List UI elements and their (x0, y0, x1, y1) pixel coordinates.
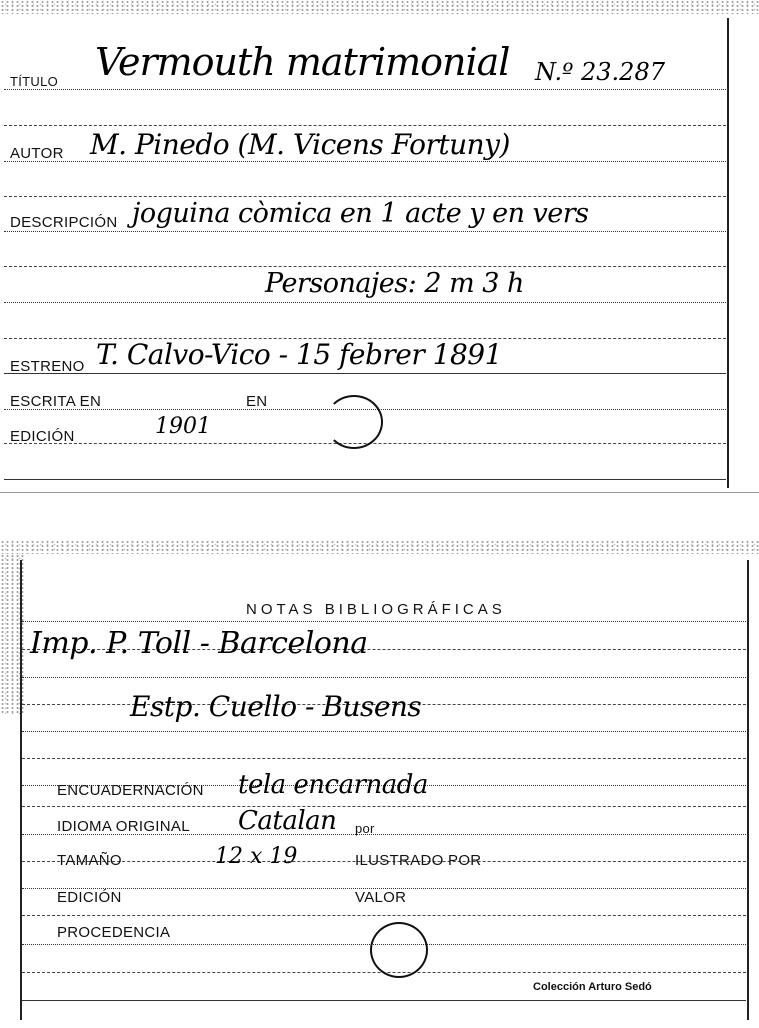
rule-line (4, 479, 726, 480)
descripcion-label: DESCRIPCIÓN (10, 214, 118, 231)
collection-footer: Colección Arturo Sedó (533, 981, 652, 993)
estreno-handwriting: T. Calvo-Vico - 15 febrer 1891 (96, 338, 502, 371)
numero-handwriting: N.º 23.287 (535, 58, 665, 86)
rule-line (4, 302, 726, 303)
tamano-label: TAMAÑO (57, 852, 122, 869)
rule-line (22, 1000, 746, 1001)
rule-line (22, 677, 746, 678)
titulo-handwriting: Vermouth matrimonial (95, 40, 510, 84)
titulo-label: TÍTULO (10, 74, 59, 89)
rule-line (4, 373, 726, 374)
ilustrado-label: ILUSTRADO POR (355, 852, 482, 869)
encuadernacion-label: ENCUADERNACIÓN (57, 782, 204, 799)
estreno-label: ESTRENO (10, 358, 85, 375)
edicion-handwriting: 1901 (155, 414, 211, 439)
scan-noise-top (0, 540, 759, 554)
personajes-handwriting: Personajes: 2 m 3 h (265, 268, 524, 299)
idioma-label: IDIOMA ORIGINAL (57, 818, 190, 835)
card-right-border (727, 18, 729, 488)
rule-line (22, 758, 746, 759)
edicion-label: EDICIÓN (10, 428, 75, 445)
catalog-card-top (0, 0, 759, 495)
autor-label: AUTOR (10, 145, 64, 162)
descripcion-handwriting: joguina còmica en 1 acte y en vers (132, 198, 589, 229)
scan-noise-top (0, 0, 759, 14)
por-label: por (355, 821, 375, 836)
autor-handwriting: M. Pinedo (M. Vicens Fortuny) (90, 128, 510, 161)
rule-line (4, 161, 726, 162)
rule-line (22, 731, 746, 732)
stamp-circle-icon (325, 395, 383, 449)
stamp-circle-icon (370, 922, 428, 978)
card-left-border (20, 560, 22, 1020)
edicion-label-bottom: EDICIÓN (57, 889, 122, 906)
notas-heading: NOTAS BIBLIOGRÁFICAS (246, 601, 506, 618)
card-right-border (747, 560, 749, 1020)
rule-line (22, 915, 746, 916)
imprenta-handwriting: Imp. P. Toll - Barcelona (30, 626, 368, 661)
rule-line (4, 125, 726, 126)
procedencia-label: PROCEDENCIA (57, 924, 171, 941)
rule-line (22, 806, 746, 807)
catalog-card-bottom (0, 540, 759, 1028)
card-bottom-edge (0, 492, 759, 493)
valor-label: VALOR (355, 889, 407, 906)
idioma-handwriting: Catalan (238, 806, 337, 836)
rule-line (4, 231, 726, 232)
tamano-handwriting: 12 x 19 (215, 844, 298, 869)
rule-line (4, 89, 726, 90)
estamp-handwriting: Estp. Cuello - Busens (130, 690, 422, 723)
escrita-en-label: ESCRITA EN (10, 393, 102, 410)
encuadernacion-handwriting: tela encarnada (238, 770, 428, 800)
en-label: EN (246, 393, 268, 410)
rule-line (4, 266, 726, 267)
rule-line (4, 196, 726, 197)
rule-line (22, 621, 746, 622)
